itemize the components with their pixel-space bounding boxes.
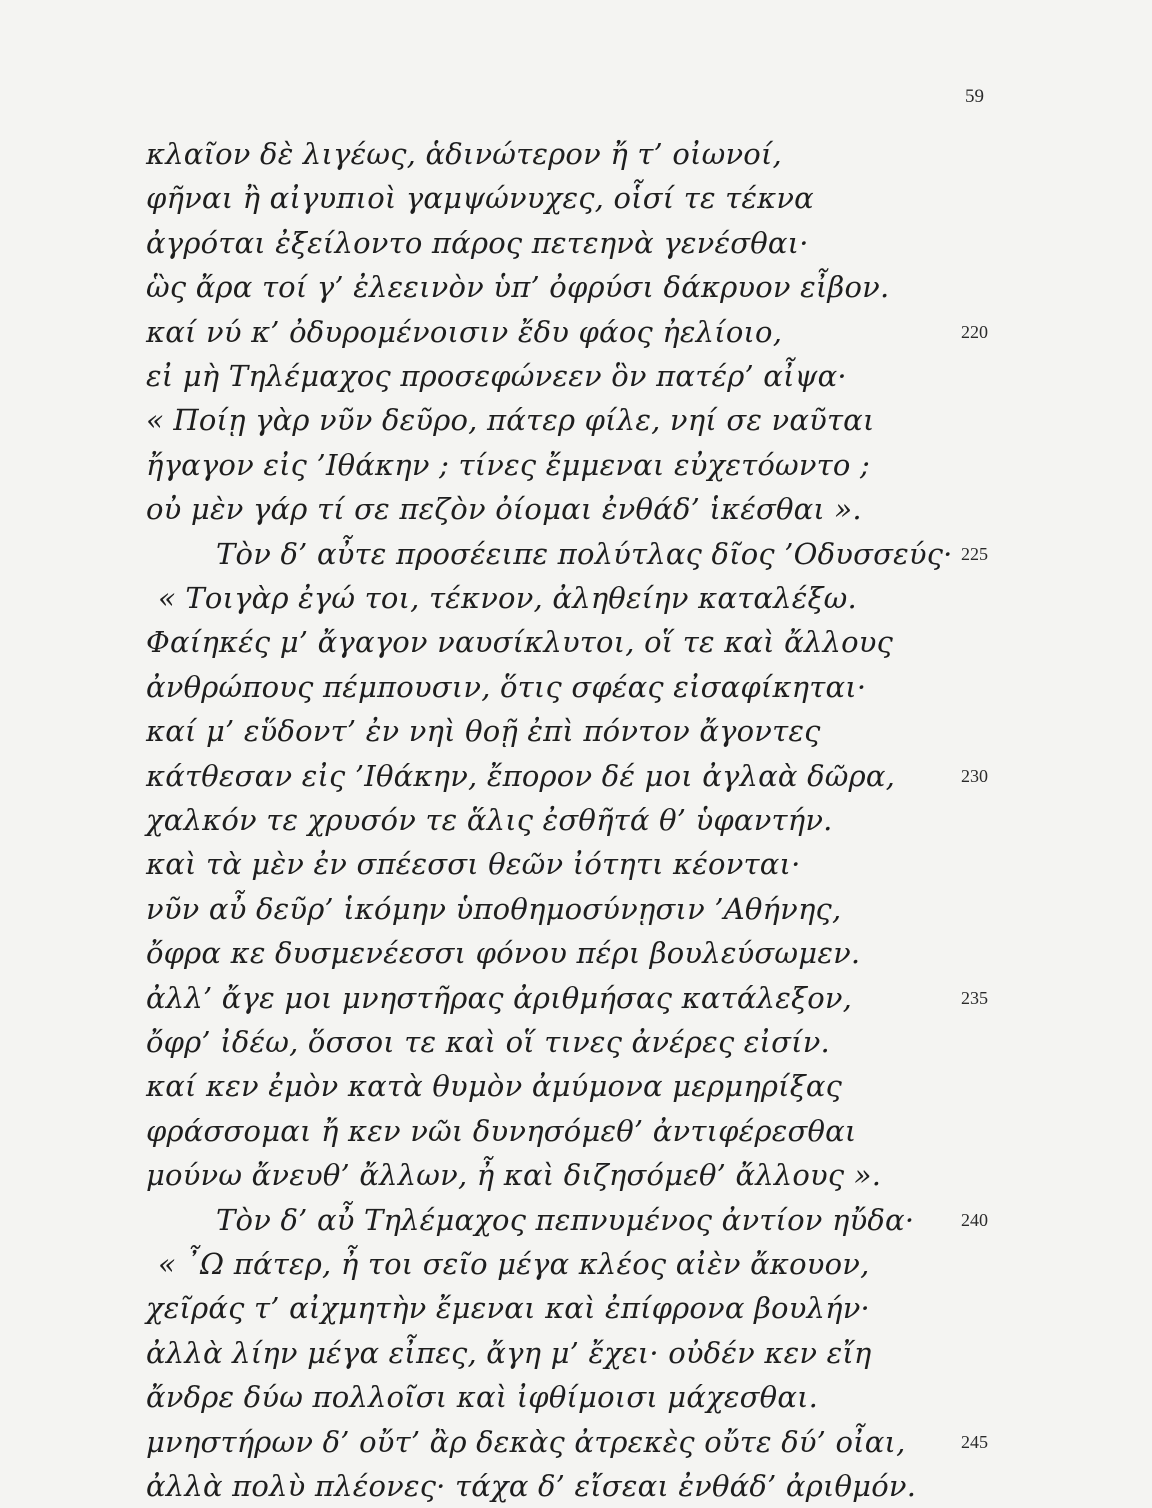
- verse-text: ἀλλὰ λίην μέγα εἶπες, ἄγη μ’ ἔχει· οὐδέν κεν εἴη: [146, 1335, 872, 1370]
- verse-line: [0, 798, 1152, 842]
- verse-line: [0, 1109, 1152, 1153]
- verse-line: [0, 1242, 1152, 1286]
- verse-text: κλαῖον δὲ λιγέως, ἁδινώτερον ἤ τ’ οἰωνοί,: [146, 137, 782, 171]
- page-number: 59: [965, 86, 984, 107]
- verse-text: ἀγρόται ἐξείλοντο πάρος πετεηνὰ γενέσθαι·: [146, 225, 809, 260]
- verse-text: καί μ’ εὕδοντ’ ἐν νηὶ θοῇ ἐπὶ πόντον ἄγοντες: [146, 714, 821, 749]
- verse-line: [0, 221, 1152, 265]
- verse-text: μούνω ἄνευθ’ ἄλλων, ἦ καὶ διζησόμεθ’ ἄλλους ».: [146, 1158, 882, 1193]
- verse-line: [0, 132, 1152, 176]
- line-number: 240: [961, 1209, 988, 1230]
- verse-line: [0, 709, 1152, 753]
- verse-line: [0, 620, 1152, 664]
- verse-text: ὣς ἄρα τοί γ’ ἐλεεινὸν ὑπ’ ὀφρύσι δάκρυον εἶβον.: [146, 270, 890, 305]
- verse-text: νῦν αὖ δεῦρ’ ἱκόμην ὑποθημοσύνῃσιν ’Αθήνης,: [146, 891, 842, 926]
- verse-line: [0, 398, 1152, 442]
- verse-text: ὄφρα κε δυσμενέεσσι φόνου πέρι βουλεύσωμεν.: [146, 936, 861, 971]
- verse-text: ἄνδρε δύω πολλοῖσι καὶ ἰφθίμοισι μάχεσθαι.: [146, 1380, 819, 1415]
- line-number: 235: [961, 987, 988, 1008]
- verse-line: [0, 1020, 1152, 1064]
- verse-text: Τὸν δ’ αὖτε προσέειπε πολύτλας δῖος ’Οδυσσεύς·: [216, 536, 953, 571]
- verse-line: [0, 354, 1152, 398]
- verse-text: φῆναι ἢ αἰγυπιοὶ γαμψώνυχες, οἷσί τε τέκνα: [146, 181, 814, 216]
- verse-line: [0, 1286, 1152, 1330]
- verse-text: Φαίηκές μ’ ἄγαγον ναυσίκλυτοι, οἵ τε καὶ ἄλλους: [146, 625, 894, 660]
- verse-line: [0, 1464, 1152, 1508]
- line-number: 230: [961, 765, 988, 786]
- verse-text: ἀλλὰ πολὺ πλέονες· τάχα δ’ εἴσεαι ἐνθάδ’ ἀριθμόν.: [146, 1469, 917, 1503]
- verse-line: [0, 931, 1152, 975]
- verse-text: χαλκόν τε χρυσόν τε ἅλις ἐσθῆτά θ’ ὑφαντήν.: [146, 803, 833, 837]
- verse-text: ἀνθρώπους πέμπουσιν, ὅτις σφέας εἰσαφίκηται·: [146, 669, 867, 704]
- verse-line: [0, 532, 1152, 576]
- verse-line: [0, 754, 1152, 798]
- verse-text: χεῖράς τ’ αἰχμητὴν ἔμεναι καὶ ἐπίφρονα βουλήν·: [146, 1291, 870, 1326]
- verse-text: καί κεν ἐμὸν κατὰ θυμὸν ἀμύμονα μερμηρίξας: [146, 1069, 843, 1104]
- verse-text: Τὸν δ’ αὖ Τηλέμαχος πεπνυμένος ἀντίον ηὔδα·: [216, 1202, 915, 1237]
- verse-text: οὐ μὲν γάρ τί σε πεζὸν ὀίομαι ἐνθάδ’ ἱκέσθαι ».: [146, 492, 862, 527]
- verse-line: [0, 443, 1152, 487]
- verse-text: καὶ τὰ μὲν ἐν σπέεσσι θεῶν ἰότητι κέονται·: [146, 847, 801, 882]
- verse-text: ὄφρ’ ἰδέω, ὅσσοι τε καὶ οἵ τινες ἀνέρες εἰσίν.: [146, 1025, 830, 1059]
- line-number: 220: [961, 321, 988, 342]
- verse-line: [0, 1064, 1152, 1108]
- verse-line: [0, 576, 1152, 620]
- line-number: 225: [961, 543, 988, 564]
- verse-text: φράσσομαι ἤ κεν νῶι δυνησόμεθ’ ἀντιφέρεσθαι: [146, 1113, 857, 1148]
- verse-line: [0, 976, 1152, 1020]
- verse-text: καί νύ κ’ ὀδυρομένοισιν ἔδυ φάος ἠελίοιο,: [146, 314, 783, 349]
- verse-line: [0, 487, 1152, 531]
- verse-line: [0, 310, 1152, 354]
- verse-text: « Τοιγὰρ ἐγώ τοι, τέκνον, ἀληθείην καταλέξω.: [158, 581, 857, 615]
- verse-text: ἀλλ’ ἄγε μοι μνηστῆρας ἀριθμήσας κατάλεξον,: [146, 980, 853, 1015]
- verse-text: εἰ μὴ Τηλέμαχος προσεφώνεεν ὃν πατέρ’ αἶψα·: [146, 359, 847, 393]
- verse-line: [0, 265, 1152, 309]
- verse-line: [0, 176, 1152, 220]
- line-number: 245: [961, 1431, 988, 1452]
- verse-text: ἤγαγον εἰς ’Ιθάκην ; τίνες ἔμμεναι εὐχετόωντο ;: [146, 447, 870, 482]
- verse-line: [0, 842, 1152, 886]
- verse-text: « ῏Ω πάτερ, ἦ τοι σεῖο μέγα κλέος αἰὲν ἄκουον,: [158, 1247, 870, 1281]
- verse-line: [0, 665, 1152, 709]
- verse-line: [0, 887, 1152, 931]
- verse-line: [0, 1420, 1152, 1464]
- verse-line: [0, 1375, 1152, 1419]
- verse-line: [0, 1198, 1152, 1242]
- verse-line: [0, 1153, 1152, 1197]
- verse-text: κάτθεσαν εἰς ’Ιθάκην, ἔπορον δέ μοι ἀγλαὰ δῶρα,: [146, 758, 896, 793]
- verse-text: μνηστήρων δ’ οὔτ’ ἂρ δεκὰς ἀτρεκὲς οὔτε δύ’ οἶαι,: [146, 1424, 906, 1459]
- verse-line: [0, 1331, 1152, 1375]
- verse-text: « Ποίῃ γὰρ νῦν δεῦρο, πάτερ φίλε, νηί σε ναῦται: [146, 403, 875, 438]
